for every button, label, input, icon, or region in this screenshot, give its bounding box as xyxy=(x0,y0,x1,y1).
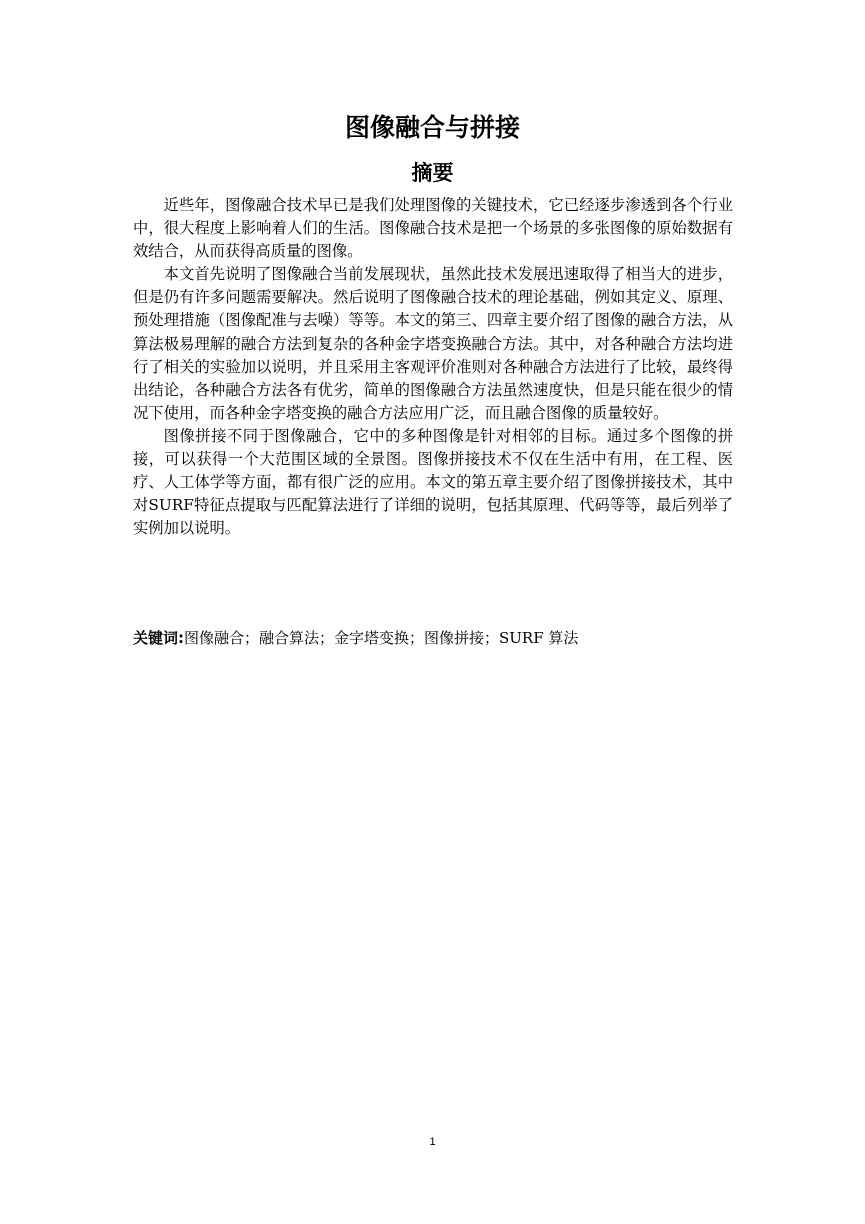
document-title: 图像融合与拼接 xyxy=(344,113,520,142)
abstract-paragraph-1: 近些年，图像融合技术早已是我们处理图像的关键技术，它已经逐步渗透到各个行业中，很大程度上影响着人们的生活。图像融合技术是把一个场景的多张图像的原始数据有效结合，从而获得高质量的图像。 xyxy=(133,196,733,261)
abstract-paragraph-3: 图像拼接不同于图像融合，它中的多种图像是针对相邻的目标。通过多个图像的拼接，可以获得一个大范围区域的全景图。图像拼接技术不仅在生活中有用，在工程、医疗、人工体学等方面，都有很广泛的应用。本文的第五章主要介绍了图像拼接技术，其中对SURF特征点提取与匹配算法进行了详细的说明，包括其原理、代码等等，最后列举了实例加以说明。 xyxy=(133,426,733,538)
abstract-body xyxy=(133,194,733,540)
keywords-text: 图像融合；融合算法；金字塔变换；图像拼接；SURF 算法 xyxy=(184,629,579,647)
abstract-heading: 摘要 xyxy=(411,161,454,185)
keywords-label: 关键词: xyxy=(133,629,184,647)
page-number: 1 xyxy=(429,1136,436,1148)
abstract-paragraph-2: 本文首先说明了图像融合当前发展现状，虽然此技术发展迅速取得了相当大的进步，但是仍有许多问题需要解决。然后说明了图像融合技术的理论基础，例如其定义、原理、预处理措施（图像配准与去噪）等等。本文的第三、四章主要介绍了图像的融合方法，从算法极易理解的融合方法到复杂的各种金字塔变换融合方法。其中，对各种融合方法均进行了相关的实验加以说明，并且采用主客观评价准则对各种融合方法进行了比较，最终得出结论，各种融合方法各有优劣，简单的图像融合方法虽然速度快，但是只能在很少的情况下使用，而各种金字塔变换的融合方法应用广泛，而且融合图像的质量较好。 xyxy=(133,265,733,422)
keywords-line xyxy=(133,626,733,650)
